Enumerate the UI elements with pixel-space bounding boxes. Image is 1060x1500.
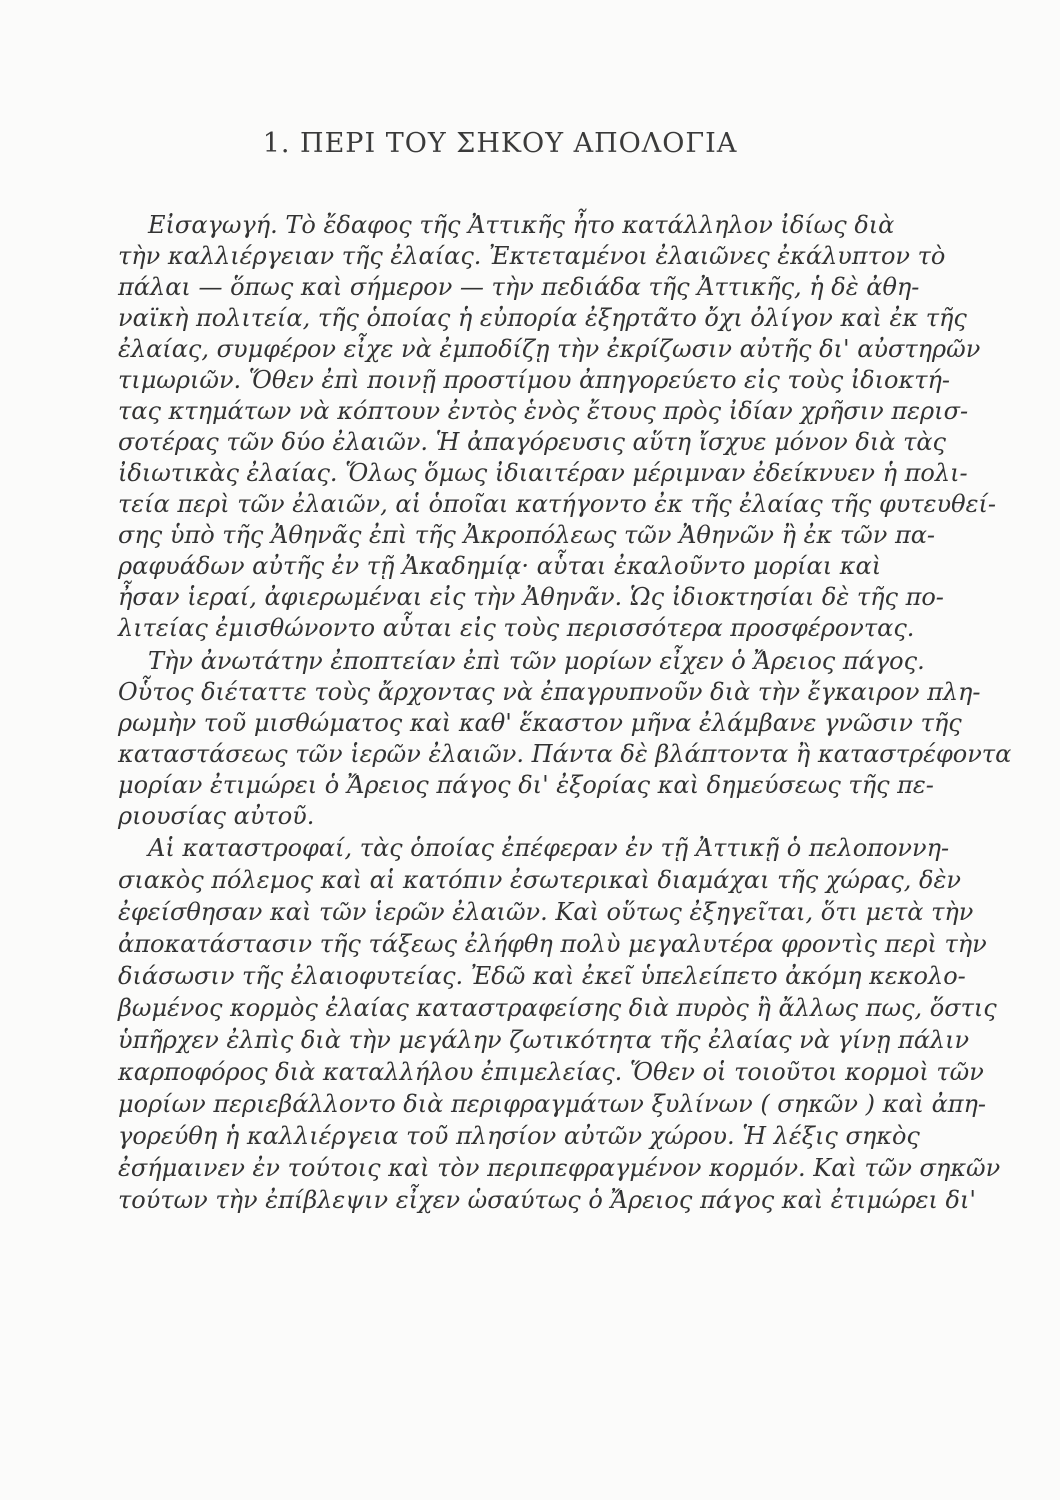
chapter-title: 1. ΠΕΡΙ ΤΟΥ ΣΗΚΟΥ ΑΠΟΛΟΓΙΑ [262,128,738,159]
text-line: ραφυάδων αὐτῆς ἐν τῇ Ἀκαδημίᾳ· αὗται ἐκαλοῦντο μορίαι καὶ [118,552,882,580]
text-line: ὑπῆρχεν ἐλπὶς διὰ τὴν μεγάλην ζωτικότητα τῆς ἐλαίας νὰ γίνῃ πάλιν [118,1026,970,1054]
text-line: διάσωσιν τῆς ἐλαιοφυτείας. Ἐδῶ καὶ ἐκεῖ ὑπελείπετο ἀκόμη κεκολο- [118,962,966,990]
text-line: γορεύθη ἡ καλλιέργεια τοῦ πλησίον αὐτῶν χώρου. Ἡ λέξις σηκὸς [118,1122,920,1150]
text-line: Τὴν ἀνωτάτην ἐποπτείαν ἐπὶ τῶν μορίων εἶχεν ὁ Ἄρειος πάγος. [148,647,925,675]
text-line: τεία περὶ τῶν ἐλαιῶν, αἱ ὁποῖαι κατήγοντο ἐκ τῆς ἐλαίας τῆς φυτευθεί- [118,490,996,518]
text-line: λιτείας ἐμισθώνοντο αὗται εἰς τοὺς περισσότερα προσφέροντας. [118,614,915,642]
text-line: τὴν καλλιέργειαν τῆς ἐλαίας. Ἐκτεταμένοι ἐλαιῶνες ἐκάλυπτον τὸ [118,242,946,270]
text-line: σης ὑπὸ τῆς Ἀθηνᾶς ἐπὶ τῆς Ἀκροπόλεως τῶν Ἀθηνῶν ἢ ἐκ τῶν πα- [118,521,936,549]
text-line: σοτέρας τῶν δύο ἐλαιῶν. Ἡ ἀπαγόρευσις αὕτη ἴσχυε μόνον διὰ τὰς [118,428,946,456]
text-line: μορίαν ἐτιμώρει ὁ Ἄρειος πάγος δι' ἐξορίας καὶ δημεύσεως τῆς πε- [118,771,934,799]
text-line: μορίων περιεβάλλοντο διὰ περιφραγμάτων ξυλίνων ( σηκῶν ) καὶ ἀπη- [118,1090,987,1118]
text-line: ἦσαν ἱεραί, ἀφιερωμέναι εἰς τὴν Ἀθηνᾶν. Ὡς ἰδιοκτησίαι δὲ τῆς πο- [118,583,944,611]
text-line: βωμένος κορμὸς ἐλαίας καταστραφείσης διὰ πυρὸς ἢ ἄλλως πως, ὅστις [118,994,997,1022]
text-line: σιακὸς πόλεμος καὶ αἱ κατόπιν ἐσωτερικαὶ διαμάχαι τῆς χώρας, δὲν [118,866,961,894]
text-line: ἐσήμαινεν ἐν τούτοις καὶ τὸν περιπεφραγμένον κορμόν. Καὶ τῶν σηκῶν [118,1154,1001,1182]
text-line: πάλαι — ὅπως καὶ σήμερον — τὴν πεδιάδα τῆς Ἀττικῆς, ἡ δὲ ἀθη- [118,273,920,301]
text-line: ναϊκὴ πολιτεία, τῆς ὁποίας ἡ εὐπορία ἐξηρτᾶτο ὄχι ὀλίγον καὶ ἐκ τῆς [118,304,967,332]
text-line: ἰδιωτικὰς ἐλαίας. Ὅλως ὅμως ἰδιαιτέραν μέριμναν ἐδείκνυεν ἡ πολι- [118,459,968,487]
text-line: Εἰσαγωγή. Τὸ ἔδαφος τῆς Ἀττικῆς ἦτο κατάλληλον ἰδίως διὰ [148,211,895,239]
text-line: τας κτημάτων νὰ κόπτουν ἐντὸς ἑνὸς ἔτους πρὸς ἰδίαν χρῆσιν περισ- [118,397,969,425]
text-line: ἐλαίας, συμφέρον εἶχε νὰ ἐμποδίζῃ τὴν ἐκρίζωσιν αὐτῆς δι' αὐστηρῶν [118,335,981,363]
text-line: τιμωριῶν. Ὅθεν ἐπὶ ποινῇ προστίμου ἀπηγορεύετο εἰς τοὺς ἰδιοκτή- [118,366,950,394]
text-line: καρποφόρος διὰ καταλλήλου ἐπιμελείας. Ὅθεν οἱ τοιοῦτοι κορμοὶ τῶν [118,1058,984,1086]
text-line: Οὗτος διέταττε τοὺς ἄρχοντας νὰ ἐπαγρυπνοῦν διὰ τὴν ἔγκαιρον πλη- [118,678,981,706]
text-line: ἀποκατάστασιν τῆς τάξεως ἐλήφθη πολὺ μεγαλυτέρα φροντὶς περὶ τὴν [118,930,987,958]
text-line: ριουσίας αὐτοῦ. [118,802,315,830]
text-line: ρωμὴν τοῦ μισθώματος καὶ καθ' ἕκαστον μῆνα ἐλάμβανε γνῶσιν τῆς [118,709,962,737]
text-line: καταστάσεως τῶν ἱερῶν ἐλαιῶν. Πάντα δὲ βλάπτοντα ἢ καταστρέφοντα [118,740,1012,768]
text-line: τούτων τὴν ἐπίβλεψιν εἶχεν ὡσαύτως ὁ Ἄρειος πάγος καὶ ἐτιμώρει δι' [118,1186,976,1214]
text-line: ἐφείσθησαν καὶ τῶν ἱερῶν ἐλαιῶν. Καὶ οὕτως ἐξηγεῖται, ὅτι μετὰ τὴν [118,898,974,926]
text-line: Αἱ καταστροφαί, τὰς ὁποίας ἐπέφεραν ἐν τῇ Ἀττικῇ ὁ πελοποννη- [148,834,950,862]
